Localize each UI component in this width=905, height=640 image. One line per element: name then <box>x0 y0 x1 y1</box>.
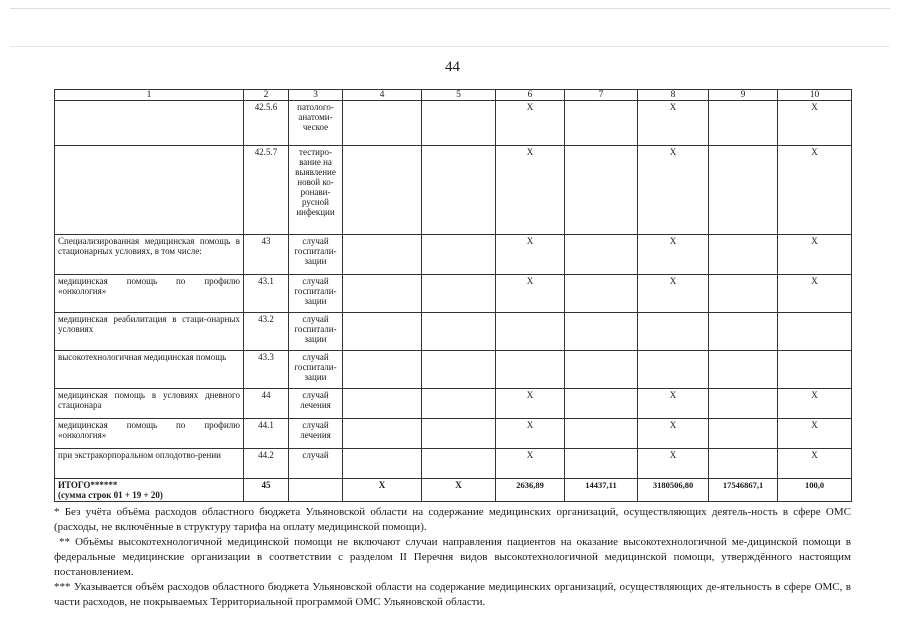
cell-col1: медицинская реабилитация в стаци-онарных условиях <box>55 313 244 351</box>
cell-col1: Специализированная медицинская помощь в стационарных условиях, в том числе: <box>55 235 244 275</box>
cell-col8: X <box>638 449 709 479</box>
cell-col8: X <box>638 389 709 419</box>
cell-col5 <box>422 419 496 449</box>
cell-col3: случай госпитали-зации <box>289 351 343 389</box>
total-col8: 3180506,80 <box>638 479 709 502</box>
cell-col9 <box>709 146 778 235</box>
footnote-3: *** Указывается объём расходов областного бюджета Ульяновской области на содержание медицинских организаций, осуществляющих де-ятельность в сфере ОМС, в части расходов, не покрываемых Территориальной программой ОМС Ульяновской области. <box>54 581 851 608</box>
column-header: 9 <box>709 90 778 101</box>
cell-col8: X <box>638 146 709 235</box>
cell-col6 <box>496 351 565 389</box>
cell-col3: случай госпитали-зации <box>289 275 343 313</box>
cell-col3: патолого-анатоми-ческое <box>289 101 343 146</box>
cell-col5 <box>422 449 496 479</box>
column-header: 1 <box>55 90 244 101</box>
cell-col3: случай госпитали-зации <box>289 235 343 275</box>
table-row <box>55 449 852 479</box>
total-col4: X <box>343 479 422 502</box>
cell-col7 <box>565 275 638 313</box>
cell-col4 <box>343 275 422 313</box>
cell-col4 <box>343 419 422 449</box>
cell-col7 <box>565 101 638 146</box>
cell-col1: высокотехнологичная медицинская помощь <box>55 351 244 389</box>
header-row <box>55 90 852 101</box>
cell-col1 <box>55 101 244 146</box>
cell-col9 <box>709 313 778 351</box>
cell-col9 <box>709 101 778 146</box>
column-header: 5 <box>422 90 496 101</box>
column-header: 2 <box>244 90 289 101</box>
footnotes <box>54 505 851 610</box>
cell-col1: медицинская помощь в условиях дневного стационара <box>55 389 244 419</box>
cell-col9 <box>709 351 778 389</box>
cell-col7 <box>565 389 638 419</box>
table-row <box>55 235 852 275</box>
cell-col10: X <box>778 419 852 449</box>
cell-col10 <box>778 313 852 351</box>
cell-col1: при экстракорпоральном оплодотво-рении <box>55 449 244 479</box>
cell-col4 <box>343 146 422 235</box>
total-col10: 100,0 <box>778 479 852 502</box>
table-row <box>55 275 852 313</box>
table-row <box>55 389 852 419</box>
cell-col2: 43 <box>244 235 289 275</box>
cell-col7 <box>565 351 638 389</box>
column-header: 6 <box>496 90 565 101</box>
column-header: 3 <box>289 90 343 101</box>
cell-col2: 42.5.7 <box>244 146 289 235</box>
cell-col8: X <box>638 275 709 313</box>
table-row <box>55 146 852 235</box>
cell-col6: X <box>496 389 565 419</box>
cell-col10 <box>778 351 852 389</box>
cell-col4 <box>343 449 422 479</box>
cell-col2: 43.3 <box>244 351 289 389</box>
cell-col4 <box>343 389 422 419</box>
cell-col5 <box>422 275 496 313</box>
cell-col3: тестиро-вание на выявление новой ко-ронави-русной инфекции <box>289 146 343 235</box>
cell-col10: X <box>778 146 852 235</box>
total-col7: 14437,11 <box>565 479 638 502</box>
cell-col6: X <box>496 146 565 235</box>
footnote-1: * Без учёта объёма расходов областного бюджета Ульяновской области на содержание медицинских организаций, осуществляющих деятель-ность в сфере ОМС (расходы, не включённые в структуру тарифа на оплату медицинской помощи). <box>54 506 851 533</box>
column-header: 10 <box>778 90 852 101</box>
cell-col5 <box>422 235 496 275</box>
total-formula: (сумма строк 01 + 19 + 20) <box>58 490 163 500</box>
cell-col9 <box>709 389 778 419</box>
cell-col7 <box>565 313 638 351</box>
cell-col3: случай лечения <box>289 419 343 449</box>
column-header: 4 <box>343 90 422 101</box>
total-title: ИТОГО****** <box>58 480 118 490</box>
cell-col10: X <box>778 235 852 275</box>
cell-col2: 43.1 <box>244 275 289 313</box>
table-row <box>55 101 852 146</box>
cell-col6 <box>496 313 565 351</box>
cell-col8: X <box>638 419 709 449</box>
cell-col9 <box>709 419 778 449</box>
cell-col10: X <box>778 389 852 419</box>
total-row-number: 45 <box>244 479 289 502</box>
cell-col4 <box>343 313 422 351</box>
cell-col4 <box>343 235 422 275</box>
table-row <box>55 313 852 351</box>
cell-col8: X <box>638 235 709 275</box>
cell-col6: X <box>496 275 565 313</box>
table-row <box>55 419 852 449</box>
footnote-2: ** Объёмы высокотехнологичной медицинской помощи не включают случаи направления пациентов на оказание высокотехнологичной ме-дицинской помощи в федеральные медицинские организации в соответствии с разделом II Перечня видов высокотехнологичной медицинской помощи, утверждённого настоящим постановлением. <box>54 536 851 578</box>
cell-col10: X <box>778 275 852 313</box>
cell-col8 <box>638 351 709 389</box>
cell-col3: случай <box>289 449 343 479</box>
table-row <box>55 351 852 389</box>
total-unit <box>289 479 343 502</box>
cell-col5 <box>422 389 496 419</box>
cell-col5 <box>422 351 496 389</box>
cell-col6: X <box>496 419 565 449</box>
cell-col7 <box>565 419 638 449</box>
total-label <box>55 479 244 502</box>
cell-col1 <box>55 146 244 235</box>
cell-col1: медицинская помощь по профилю «онкология» <box>55 419 244 449</box>
cell-col7 <box>565 449 638 479</box>
cell-col2: 42.5.6 <box>244 101 289 146</box>
cell-col8: X <box>638 101 709 146</box>
cell-col6: X <box>496 101 565 146</box>
column-header: 7 <box>565 90 638 101</box>
total-col5: X <box>422 479 496 502</box>
cell-col2: 44 <box>244 389 289 419</box>
cell-col1: медицинская помощь по профилю «онкология» <box>55 275 244 313</box>
cell-col7 <box>565 235 638 275</box>
cell-col9 <box>709 275 778 313</box>
cell-col5 <box>422 313 496 351</box>
scan-line-upper <box>10 46 890 47</box>
total-col6: 2636,89 <box>496 479 565 502</box>
total-col9: 17546867,1 <box>709 479 778 502</box>
cell-col5 <box>422 146 496 235</box>
cell-col6: X <box>496 449 565 479</box>
cell-col6: X <box>496 235 565 275</box>
total-row <box>55 479 852 502</box>
scan-line-top <box>10 8 890 9</box>
cell-col2: 43.2 <box>244 313 289 351</box>
cell-col3: случай госпитали-зации <box>289 313 343 351</box>
cell-col4 <box>343 351 422 389</box>
cell-col9 <box>709 449 778 479</box>
column-header: 8 <box>638 90 709 101</box>
cell-col8 <box>638 313 709 351</box>
cell-col4 <box>343 101 422 146</box>
cell-col2: 44.2 <box>244 449 289 479</box>
cell-col3: случай лечения <box>289 389 343 419</box>
cell-col5 <box>422 101 496 146</box>
cell-col10: X <box>778 101 852 146</box>
budget-table <box>54 89 852 502</box>
page-number: 44 <box>445 59 460 75</box>
cell-col2: 44.1 <box>244 419 289 449</box>
cell-col7 <box>565 146 638 235</box>
cell-col9 <box>709 235 778 275</box>
cell-col10: X <box>778 449 852 479</box>
